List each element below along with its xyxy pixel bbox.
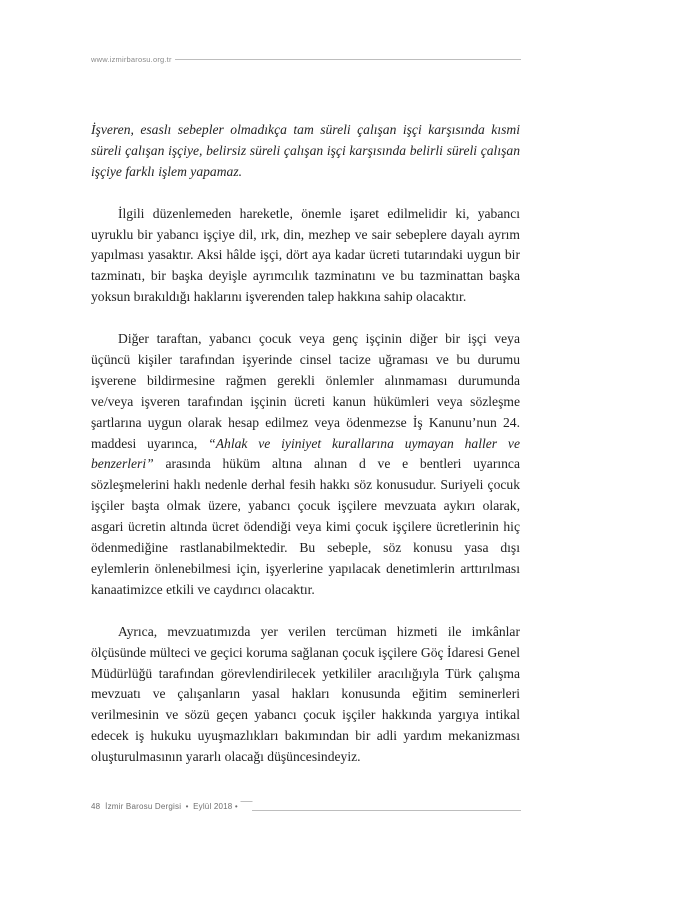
footer-text <box>91 802 238 811</box>
page-header <box>91 52 521 66</box>
footer-rule <box>252 810 521 811</box>
header-url: www.izmirbarosu.org.tr <box>91 54 172 64</box>
header-rule <box>175 59 521 60</box>
paragraph-2 <box>91 329 520 601</box>
footer-separator: • <box>185 801 189 811</box>
page-footer <box>91 799 521 813</box>
footer-rule-notch <box>238 801 252 811</box>
paragraph-2-text-a: Diğer taraftan, yabancı çocuk veya genç işçinin diğer bir işçi veya üçüncü kişiler tarafından işyerinde cinsel tacize uğraması ve bu durumu işverene bildirmesine rağmen gerekli önlemler alınmaması durumunda ve/veya işveren tarafından işçinin ücreti kanun hükümleri veya sözleşme şartlarına uygun olarak hesap edilmez veya ödenmezse İş Kanunu’nun 24. maddesi uyarınca, <box>91 331 520 451</box>
article-body <box>91 120 520 789</box>
paragraph-2-quote: “Ahlak ve iyiniyet kurallarına uymayan haller ve benzerleri” <box>91 435 520 472</box>
journal-name: İzmir Barosu Dergisi <box>105 801 182 811</box>
journal-issue: Eylül 2018 <box>193 801 233 811</box>
footer-trailing-bullet: • <box>234 801 238 811</box>
quoted-provision: İşveren, esaslı sebepler olmadıkça tam süreli çalışan işçi karşısında kısmi süreli çalışan işçiye, belirsiz süreli çalışan işçi karşısında belirli süreli çalışan işçiye farklı işlem yapamaz. <box>91 122 520 179</box>
paragraph-3: Ayrıca, mevzuatımızda yer verilen tercüman hizmeti ile imkânlar ölçüsünde mülteci ve geçici koruma sağlanan çocuk işçilere Göç İdaresi Genel Müdürlüğü tarafından görevlendirilecek yetkililer aracılığıyla Türk çalışma mevzuatı ve çalışanların yasal hakları konusunda eğitim seminerleri verilmesinin ve sözü geçen yabancı çocuk işçiler hakkında yargıya intikal edecek iş hukuku uyuşmazlıkları bakımından bir adli yardım mekanizması oluşturulmasının yararlı olacağı düşüncesindeyiz. <box>91 623 520 765</box>
page-number: 48 <box>91 801 101 811</box>
paragraph-2-text-b: arasında hüküm altına alınan d ve e bentleri uyarınca sözleşmelerini haklı nedenle derhal fesih hakkı söz konusudur. Suriyeli çocuk işçiler başta olmak üzere, yabancı çocuk işçilere mevzuata aykırı olarak, asgari ücretin altında ücret ödendiği veya kimi çocuk işçilere ücretlerinin hiç ödenmediğine rastlanabilmektedir. Bu sebeple, söz konusu yasa dışı eylemlerin önlenebilmesi için, işyerlerine yapılacak denetimlerin arttırılması kanaatimizce etkili ve caydırıcı olacaktır. <box>91 456 520 597</box>
paragraph-1: İlgili düzenlemeden hareketle, önemle işaret edilmelidir ki, yabancı uyruklu bir yabancı işçiye dil, ırk, din, mezhep ve sair sebeplere dayalı ayrım yapılması yasaktır. Aksi hâlde işçi, dört aya kadar ücreti tutarındaki uygun bir tazminatı, bir başka deyişle ayrımcılık tazminatını ve bu tazminattan başka yoksun bırakıldığı haklarını işverenden talep hakkına sahip olacaktır. <box>91 205 520 305</box>
